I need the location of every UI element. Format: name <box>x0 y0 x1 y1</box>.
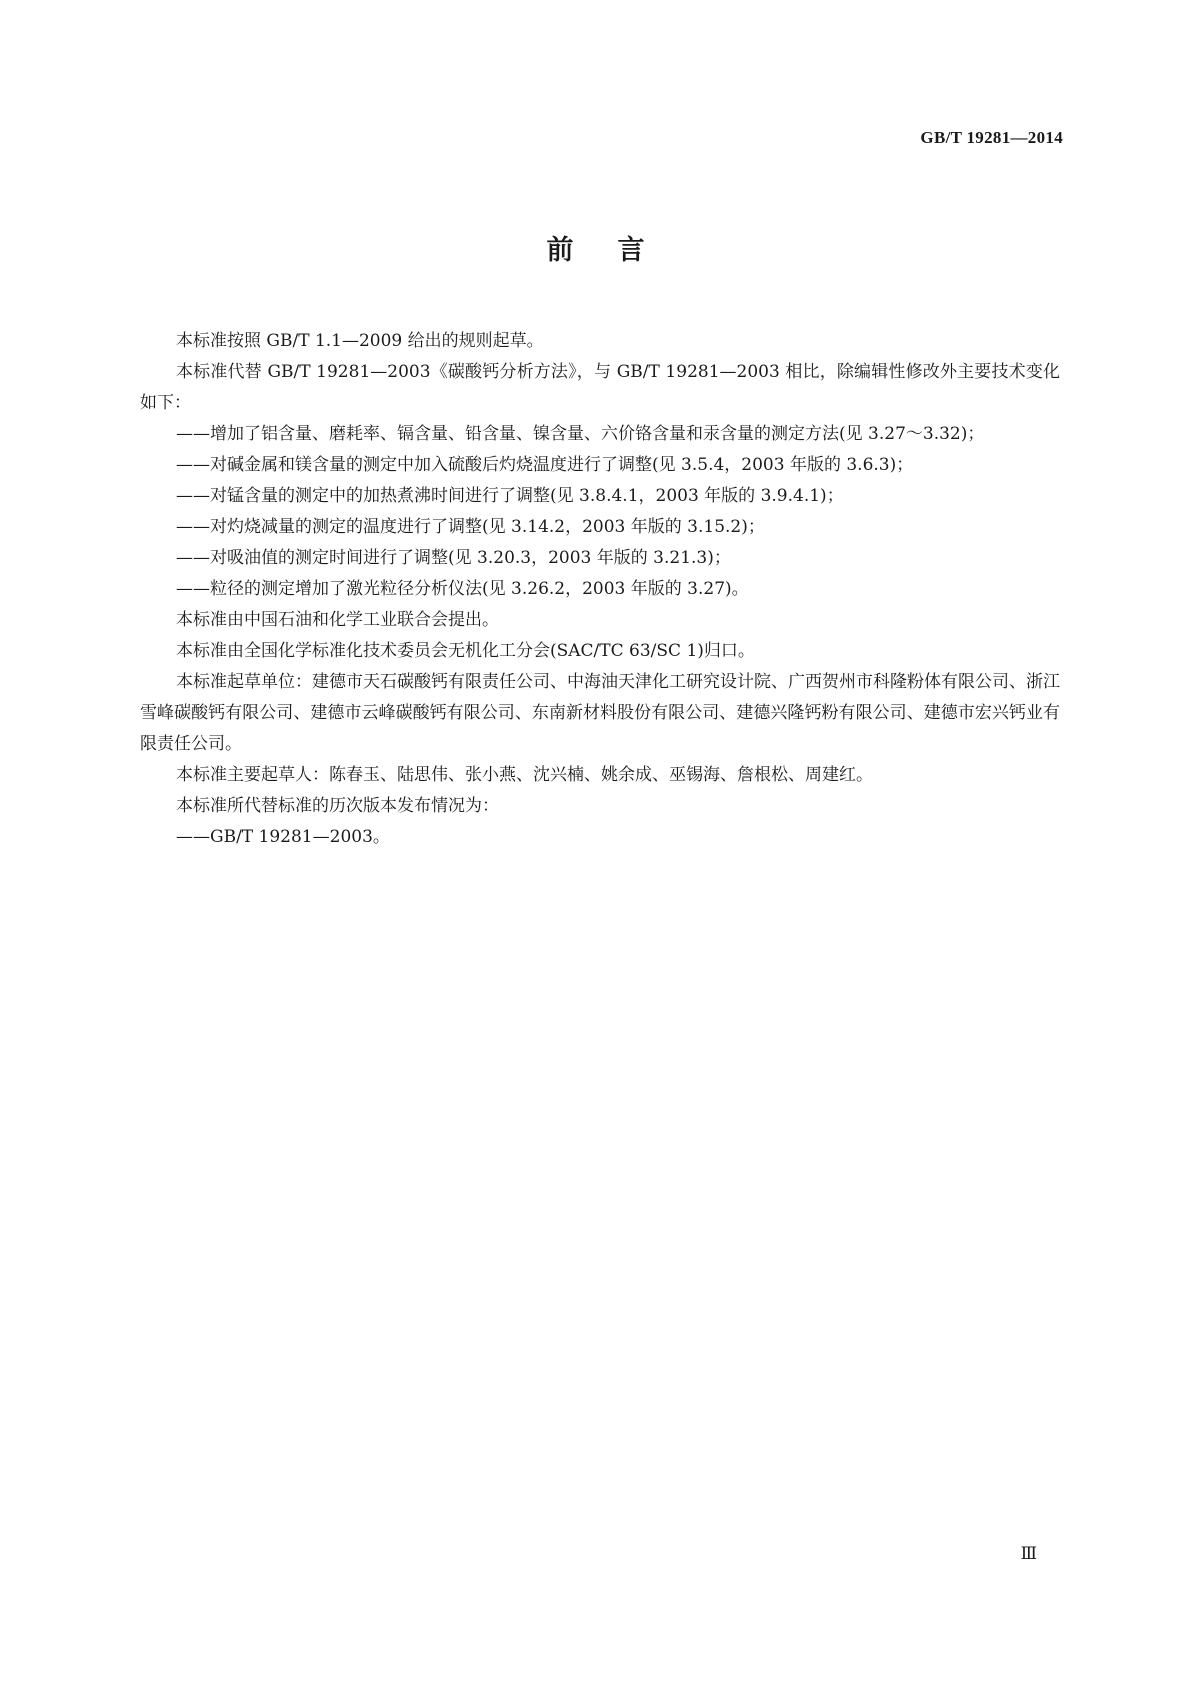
paragraph-replacement: 本标准代替 GB/T 19281—2003《碳酸钙分析方法》，与 GB/T 19281—2003 相比，除编辑性修改外主要技术变化如下： <box>140 362 1060 413</box>
history-item: ——GB/T 19281—2003。 <box>176 827 390 847</box>
paragraph-drafters: 本标准主要起草人：陈春玉、陆思伟、张小燕、沈兴楠、姚余成、巫锡海、詹根松、周建红。 <box>176 765 873 785</box>
foreword-body <box>140 326 1060 853</box>
change-item: ——粒径的测定增加了激光粒径分析仪法(见 3.26.2，2003 年版的 3.27)。 <box>176 579 749 599</box>
change-item: ——对锰含量的测定中的加热煮沸时间进行了调整(见 3.8.4.1，2003 年版的 3.9.4.1)； <box>176 486 844 506</box>
standard-code: GB/T 19281—2014 <box>920 128 1063 147</box>
page-title: 前言 <box>546 235 689 266</box>
paragraph-drafting-rules: 本标准按照 GB/T 1.1—2009 给出的规则起草。 <box>176 331 544 351</box>
paragraph-committee: 本标准由全国化学标准化技术委员会无机化工分会(SAC/TC 63/SC 1)归口。 <box>176 641 755 661</box>
change-item: ——对吸油值的测定时间进行了调整(见 3.20.3，2003 年版的 3.21.3)； <box>176 548 731 568</box>
change-item: ——增加了铝含量、磨耗率、镉含量、铅含量、镍含量、六价铬含量和汞含量的测定方法(见 3.27～3.32)； <box>176 424 985 444</box>
paragraph-drafting-units: 本标准起草单位：建德市天石碳酸钙有限责任公司、中海油天津化工研究设计院、广西贺州市科隆粉体有限公司、浙江雪峰碳酸钙有限公司、建德市云峰碳酸钙有限公司、东南新材料股份有限公司、建德兴隆钙粉有限公司、建德市宏兴钙业有限责任公司。 <box>140 672 1060 754</box>
change-item: ——对灼烧减量的测定的温度进行了调整(见 3.14.2，2003 年版的 3.15.2)； <box>176 517 765 537</box>
page-number: Ⅲ <box>1020 1544 1037 1563</box>
paragraph-history-intro: 本标准所代替标准的历次版本发布情况为： <box>176 796 499 816</box>
change-item: ——对碱金属和镁含量的测定中加入硫酸后灼烧温度进行了调整(见 3.5.4，2003 年版的 3.6.3)； <box>176 455 914 475</box>
paragraph-proposer: 本标准由中国石油和化学工业联合会提出。 <box>176 610 499 630</box>
